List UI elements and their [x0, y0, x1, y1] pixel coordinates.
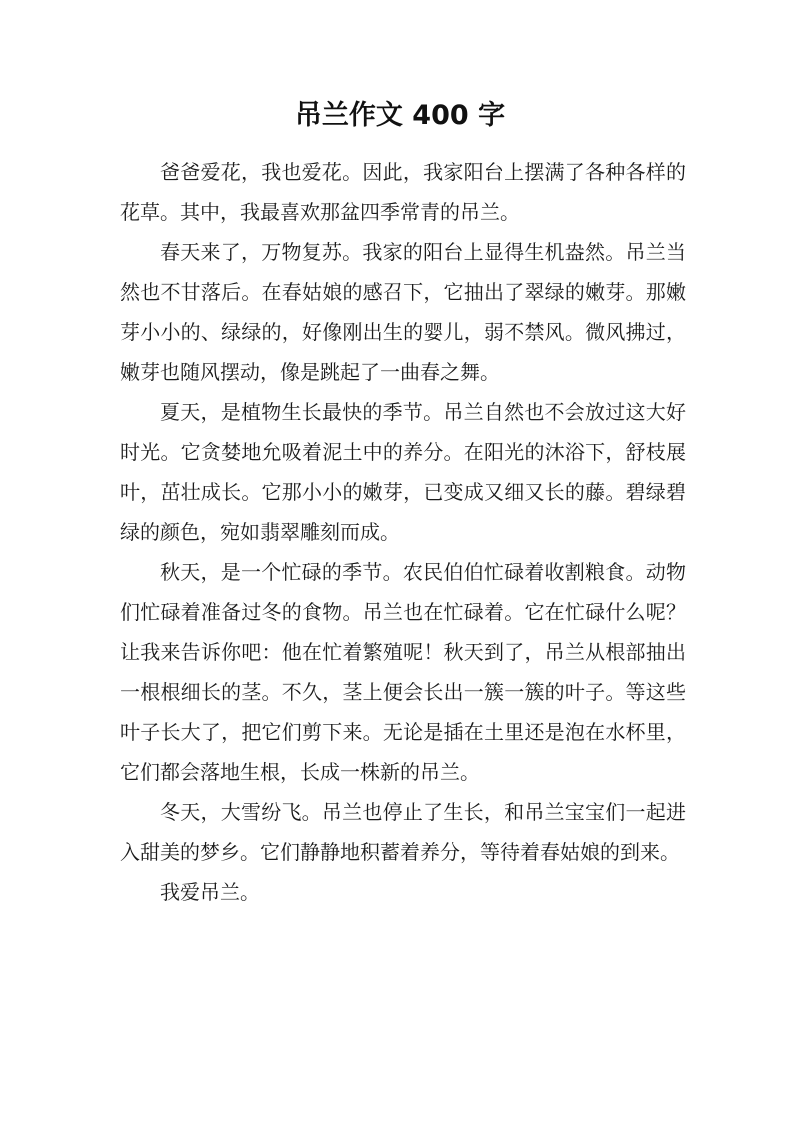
paragraph-6: 我爱吊兰。 [160, 880, 260, 904]
paragraph-3: 夏天，是植物生长最快的季节。吊兰自然也不会放过这大好时光。它贪婪地允吸着泥土中的养分。在阳光的沐浴下，舒枝展叶，茁壮成长。它那小小的嫩芽，已变成又细又长的藤。碧绿碧绿的颜色，宛如翡翠雕刻而成。 [120, 400, 686, 544]
paragraph-5: 冬天，大雪纷飞。吊兰也停止了生长，和吊兰宝宝们一起进入甜美的梦乡。它们静静地积蓄着养分，等待着春姑娘的到来。 [120, 800, 686, 864]
paragraph-4: 秋天，是一个忙碌的季节。农民伯伯忙碌着收割粮食。动物们忙碌着准备过冬的食物。吊兰也在忙碌着。它在忙碌什么呢？让我来告诉你吧：他在忙着繁殖呢！秋天到了，吊兰从根部抽出一根根细长的茎。不久，茎上便会长出一簇一簇的叶子。等这些叶子长大了，把它们剪下来。无论是插在土里还是泡在水杯里，它们都会落地生根，长成一株新的吊兰。 [120, 560, 686, 784]
document-title: 吊兰作文 400 字 [294, 100, 506, 131]
document-body [120, 152, 686, 912]
paragraph-2: 春天来了，万物复苏。我家的阳台上显得生机盎然。吊兰当然也不甘落后。在春姑娘的感召下，它抽出了翠绿的嫩芽。那嫩芽小小的、绿绿的，好像刚出生的婴儿，弱不禁风。微风拂过，嫩芽也随风摆动，像是跳起了一曲春之舞。 [120, 240, 686, 384]
paragraph-1: 爸爸爱花，我也爱花。因此，我家阳台上摆满了各种各样的花草。其中，我最喜欢那盆四季常青的吊兰。 [120, 160, 686, 224]
